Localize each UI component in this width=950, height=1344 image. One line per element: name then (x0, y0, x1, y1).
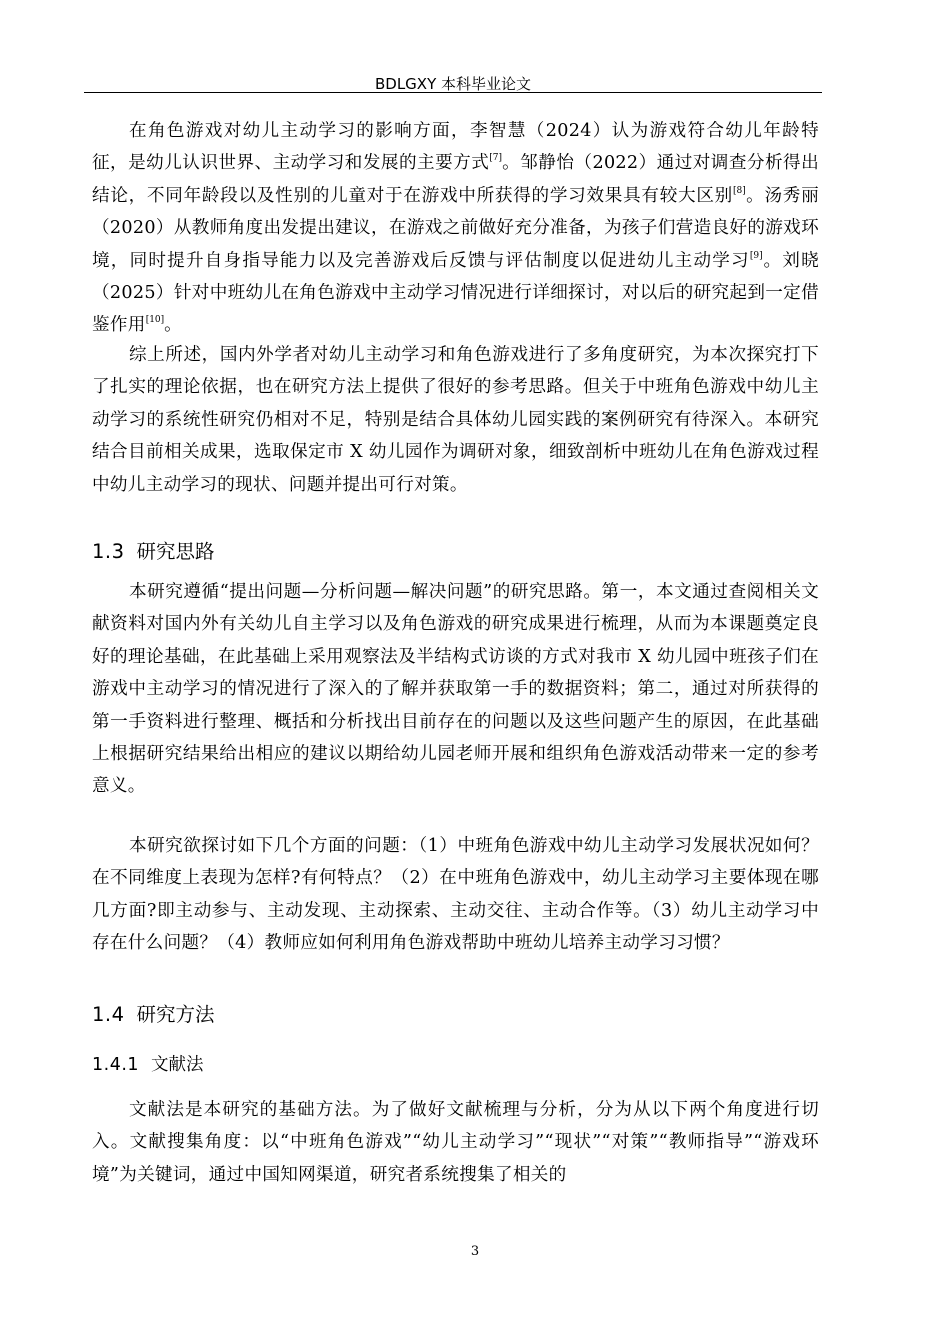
header-rule (84, 92, 822, 93)
running-header: BDLGXY 本科毕业论文 (374, 75, 532, 93)
section-heading-1-3: 1.3 研究思路 (92, 540, 215, 563)
citation-7: [7] (489, 153, 502, 164)
page-number: 3 (470, 1244, 480, 1259)
citation-10: [10] (145, 315, 165, 326)
subsection-heading-1-4-1: 1.4.1 文献法 (92, 1055, 204, 1075)
paragraph-literature-method: 文献法是本研究的基础方法。为了做好文献梳理与分析，分为从以下两个角度进行切入。文献搜集角度：以“中班角色游戏”“幼儿主动学习”“现状”“对策”“教师指导”“游戏环境”为关键词，通过中国知网渠道，研究者系统搜集了相关的 (92, 1100, 819, 1185)
paragraph-literature-role-play: 在角色游戏对幼儿主动学习的影响方面，李智慧（2024）认为游戏符合幼儿年龄特征，是幼儿认识世界、主动学习和发展的主要方式[7]。邹静怡（2022）通过对调查分析得出结论，不同年龄段以及性别的儿童对于在游戏中所获得的学习效果具有较大区别[8]。汤秀丽（2020）从教师角度出发提出建议，在游戏之前做好充分准备，为孩子们营造良好的游戏环境，同时提升自身指导能力以及完善游戏后反馈与评估制度以促进幼儿主动学习[9]。刘晓（2025）针对中班幼儿在角色游戏中主动学习情况进行详细探讨，对以后的研究起到一定借鉴作用[10]。 (92, 121, 819, 336)
paragraph-research-questions: 本研究欲探讨如下几个方面的问题：（1）中班角色游戏中幼儿主动学习发展状况如何？在不同维度上表现为怎样?有何特点？（2）在中班角色游戏中，幼儿主动学习主要体现在哪几方面?即主动参与、主动发现、主动探索、主动交往、主动合作等。（3）幼儿主动学习中存在什么问题？（4）教师应如何利用角色游戏帮助中班幼儿培养主动学习习惯？ (92, 836, 819, 954)
section-heading-1-4: 1.4 研究方法 (92, 1003, 215, 1026)
paragraph-summary: 综上所述，国内外学者对幼儿主动学习和角色游戏进行了多角度研究，为本次探究打下了扎实的理论依据，也在研究方法上提供了很好的参考思路。但关于中班角色游戏中幼儿主动学习的系统性研究仍相对不足，特别是结合具体幼儿园实践的案例研究有待深入。本研究结合目前相关成果，选取保定市 X 幼儿园作为调研对象，细致剖析中班幼儿在角色游戏过程中幼儿主动学习的现状、问题并提出可行对策。 (92, 345, 819, 495)
paragraph-research-approach: 本研究遵循“提出问题—分析问题—解决问题”的研究思路。第一，本文通过查阅相关文献资料对国内外有关幼儿自主学习以及角色游戏的研究成果进行梳理，从而为本课题奠定良好的理论基础，在此基础上采用观察法及半结构式访谈的方式对我市 X 幼儿园中班孩子们在游戏中主动学习的情况进行了深入的了解并获取第一手的数据资料；第二，通过对所获得的第一手资料进行整理、概括和分析找出目前存在的问题以及这些问题产生的原因，在此基础上根据研究结果给出相应的建议以期给幼儿园老师开展和组织角色游戏活动带来一定的参考意义。 (92, 582, 819, 797)
citation-9: [9] (749, 250, 763, 261)
citation-8: [8] (732, 185, 746, 196)
